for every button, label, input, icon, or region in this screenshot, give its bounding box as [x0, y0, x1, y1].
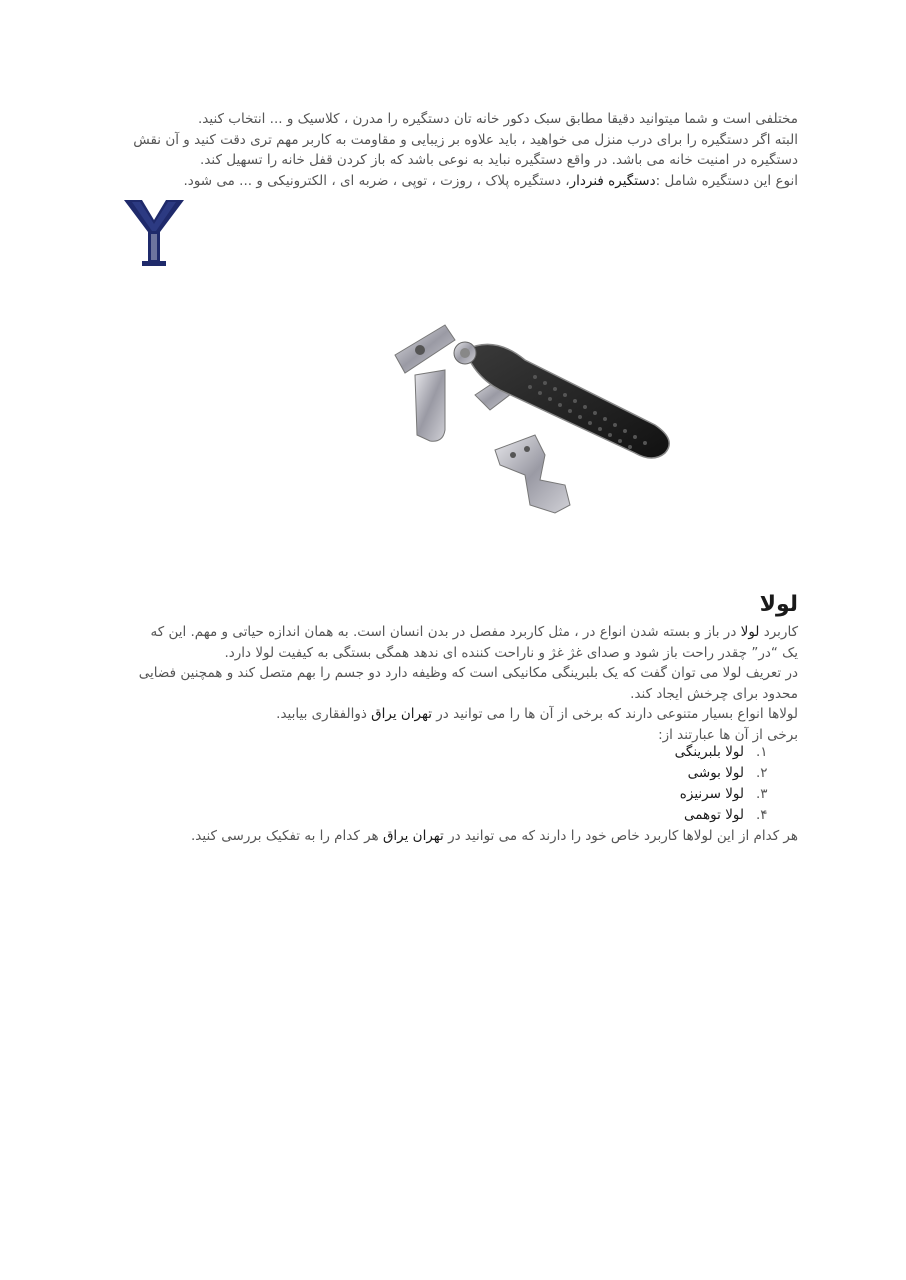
list-item-text: لولا بلبرینگی [674, 744, 744, 760]
intro-line-4-prefix: انوع این دستگیره شامل : [655, 172, 798, 189]
intro-line-4-suffix: ، دستگیره پلاک ، روزت ، توپی ، ضربه ای ، الکترونیکی و ... می شود. [183, 172, 570, 189]
list-item-text: لولا سرنیزه [679, 786, 744, 802]
list-item [675, 763, 778, 784]
hinge-line-5-a: لولاها انواع بسیار متنوعی دارند که برخی از آن ها را می توانید در [432, 706, 798, 722]
intro-line-3: دستگیره در امنیت خانه می باشد. در واقع دستگیره نباید به نوعی باشد که باز کردن قفل خانه را تسهیل کند. [200, 152, 798, 168]
final-line [108, 826, 798, 847]
hinge-line-1-b: در باز و بسته شدن انواع در ، مثل کاربرد مفصل در بدن انسان است. به همان اندازه حیاتی و مهم. این که [150, 624, 741, 640]
hinge-line-3: در تعریف لولا می توان گفت که یک بلبرینگی مکانیکی است که وظیفه دارد دو جسم را بهم متصل کند و همچنین فضایی [138, 665, 798, 681]
hinge-paragraph [108, 622, 798, 745]
spring-handle-link[interactable]: دستگیره فنردار [569, 172, 656, 189]
final-line-b: هر کدام را به تفکیک بررسی کنید. [191, 828, 383, 844]
tehran-yaragh-link-2[interactable]: تهران یراق [382, 828, 444, 844]
window-handle-image [385, 315, 685, 525]
intro-line-1: مختلفی است و شما میتوانید دقیقا مطابق سبک دکور خانه تان دستگیره را مدرن ، کلاسیک و ... انتخاب کنید. [198, 111, 798, 127]
intro-line-4 [108, 171, 798, 192]
list-item-number: ۴. [756, 807, 768, 823]
list-item [675, 784, 778, 805]
hinge-line-2: یک “در” چقدر راحت باز شود و صدای غژ غژ و ناراحت کننده ای ندهد همگی بستگی به کیفیت لولا دارد. [224, 644, 798, 661]
brand-logo [122, 198, 186, 270]
intro-paragraph [108, 109, 798, 191]
final-line-a: هر کدام از این لولاها کاربرد خاص خود را دارند که می توانید در [443, 828, 798, 844]
hinge-line-5 [108, 704, 798, 725]
list-item [675, 742, 778, 763]
hinge-line-4: محدود برای چرخش ایجاد کند. [630, 685, 798, 702]
list-item-text: لولا توهمی [684, 807, 744, 823]
hinge-line-6: برخی از آن ها عبارتند از: [658, 726, 798, 743]
hinge-line-1 [108, 622, 798, 643]
hinge-line-5-b: ذوالفقاری بیابید. [276, 706, 372, 722]
hinge-types-list [675, 742, 778, 826]
intro-line-2: البته اگر دستگیره را برای درب منزل می خواهید ، باید علاوه بر زیبایی و مقاومت به کاربر مهم تری دقت کنید و آن نقش [133, 131, 798, 148]
list-item-number: ۳. [756, 786, 768, 802]
list-item-number: ۲. [756, 765, 768, 781]
tehran-yaragh-link[interactable]: تهران یراق [371, 706, 432, 722]
list-item [675, 805, 778, 826]
hinge-line-1-a: کاربرد [759, 624, 798, 640]
hinge-link[interactable]: لولا [740, 624, 760, 640]
list-item-number: ۱. [756, 744, 768, 760]
final-paragraph [108, 826, 798, 847]
list-item-text: لولا بوشی [687, 765, 744, 781]
section-heading: لولا [759, 592, 798, 617]
